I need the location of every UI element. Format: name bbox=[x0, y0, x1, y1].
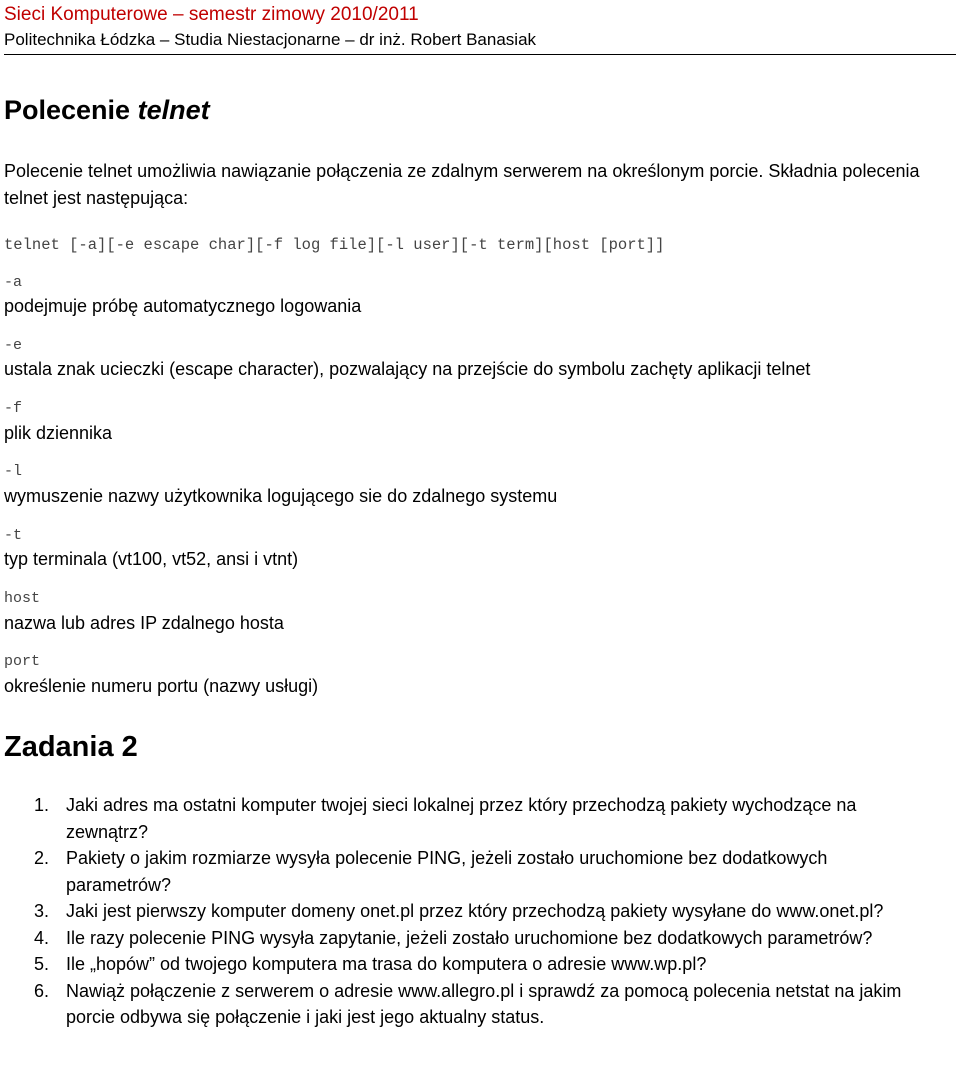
intro-paragraph: Polecenie telnet umożliwia nawiązanie połączenia ze zdalnym serwerem na określonym porcie. Składnia polecenia telnet jest następująca: bbox=[4, 161, 920, 208]
tasks-list bbox=[4, 792, 934, 1031]
task-text: Ile razy polecenie PING wysyła zapytanie, jeżeli zostało uruchomione bez dodatkowych parametrów? bbox=[66, 927, 873, 948]
title-emphasis: telnet bbox=[137, 95, 210, 125]
task-item bbox=[4, 792, 934, 845]
option-desc-t: typ terminala (vt100, vt52, ansi i vtnt) bbox=[4, 549, 299, 569]
option-desc-e: ustala znak ucieczki (escape character), pozwalający na przejście do symbolu zachęty aplikacji telnet bbox=[4, 359, 811, 379]
tasks-heading: Zadania 2 bbox=[4, 731, 138, 763]
option-flag-f: -f bbox=[4, 400, 23, 417]
course-title: Sieci Komputerowe – semestr zimowy 2010/2011 bbox=[4, 4, 419, 25]
page-header bbox=[4, 2, 956, 55]
option-flag-port: port bbox=[4, 653, 41, 670]
option-flag-t: -t bbox=[4, 527, 23, 544]
option-flag-host: host bbox=[4, 590, 41, 607]
option-flag-l: -l bbox=[4, 463, 23, 480]
task-item bbox=[4, 951, 934, 978]
option-desc-port: określenie numeru portu (nazwy usługi) bbox=[4, 676, 319, 696]
task-text: Nawiąż połączenie z serwerem o adresie www.allegro.pl i sprawdź za pomocą polecenia netstat na jakim porcie odbywa się połączenie i jaki jest jego aktualny status. bbox=[66, 980, 902, 1027]
task-number: 1. bbox=[34, 795, 50, 815]
task-text: Ile „hopów” od twojego komputera ma trasa do komputera o adresie www.wp.pl? bbox=[66, 954, 707, 974]
page-title bbox=[4, 92, 210, 128]
task-number: 5. bbox=[34, 954, 50, 974]
course-subtitle: Politechnika Łódzka – Studia Niestacjonarne – dr inż. Robert Banasiak bbox=[4, 30, 537, 49]
task-text: Jaki jest pierwszy komputer domeny onet.pl przez który przechodzą pakiety wysyłane do www.onet.pl? bbox=[66, 901, 884, 921]
option-flag-a: -a bbox=[4, 274, 23, 291]
task-number: 6. bbox=[34, 980, 50, 1001]
task-text: Jaki adres ma ostatni komputer twojej sieci lokalnej przez który przechodzą pakiety wychodzące na zewnątrz? bbox=[66, 795, 857, 842]
title-prefix: Polecenie bbox=[4, 95, 138, 125]
task-number: 3. bbox=[34, 901, 50, 921]
option-desc-l: wymuszenie nazwy użytkownika logującego sie do zdalnego systemu bbox=[4, 486, 558, 506]
task-item bbox=[4, 898, 934, 925]
task-number: 2. bbox=[34, 848, 50, 868]
option-desc-f: plik dziennika bbox=[4, 423, 113, 443]
option-desc-a: podejmuje próbę automatycznego logowania bbox=[4, 296, 362, 316]
task-number: 4. bbox=[34, 927, 50, 948]
option-desc-host: nazwa lub adres IP zdalnego hosta bbox=[4, 613, 284, 633]
option-flag-e: -e bbox=[4, 337, 23, 354]
command-syntax: telnet [-a][-e escape char][-f log file][-l user][-t term][host [port]] bbox=[4, 236, 665, 254]
task-text: Pakiety o jakim rozmiarze wysyła polecenie PING, jeżeli zostało uruchomione bez dodatkowych parametrów? bbox=[66, 848, 828, 895]
task-item bbox=[4, 925, 934, 952]
task-item bbox=[4, 845, 934, 898]
task-item bbox=[4, 978, 934, 1031]
